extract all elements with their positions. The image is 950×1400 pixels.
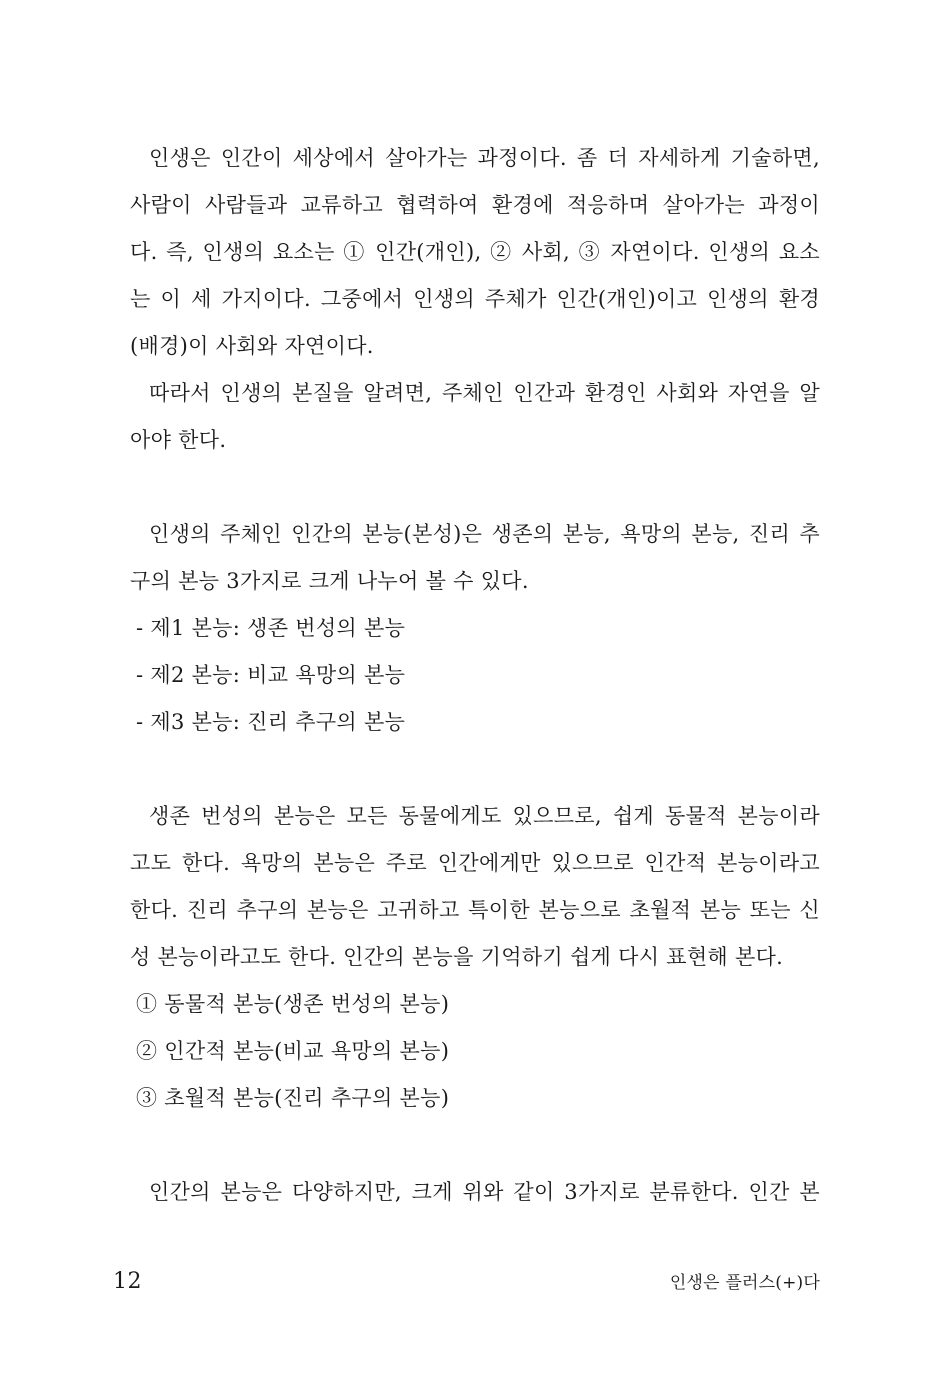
paragraph-line: 다. 즉, 인생의 요소는 ① 인간(개인), ② 사회, ③ 자연이다. 인생의 요소 xyxy=(130,240,820,264)
list-item: - 제2 본능: 비교 욕망의 본능 xyxy=(136,663,406,687)
list-item: ① 동물적 본능(생존 번성의 본능) xyxy=(136,992,450,1016)
page-number: 12 xyxy=(113,1269,142,1294)
paragraph-line: 성 본능이라고도 한다. 인간의 본능을 기억하기 쉽게 다시 표현해 본다. xyxy=(130,945,784,969)
paragraph-line: 인간의 본능은 다양하지만, 크게 위와 같이 3가지로 분류한다. 인간 본 xyxy=(149,1180,820,1204)
paragraph-line: 는 이 세 가지이다. 그중에서 인생의 주체가 인간(개인)이고 인생의 환경 xyxy=(130,287,820,311)
list-item: ② 인간적 본능(비교 욕망의 본능) xyxy=(136,1039,450,1063)
paragraph-spacer xyxy=(130,746,820,793)
paragraph-line: 생존 번성의 본능은 모든 동물에게도 있으므로, 쉽게 동물적 본능이라 xyxy=(149,804,820,828)
text-block xyxy=(130,135,820,1216)
list-item: - 제1 본능: 생존 번성의 본능 xyxy=(136,616,406,640)
paragraph-line: 구의 본능 3가지로 크게 나누어 볼 수 있다. xyxy=(130,569,529,593)
list-item: ③ 초월적 본능(진리 추구의 본능) xyxy=(136,1086,450,1110)
paragraph-line: 고도 한다. 욕망의 본능은 주로 인간에게만 있으므로 인간적 본능이라고 xyxy=(130,851,820,875)
paragraph-spacer xyxy=(130,464,820,511)
paragraph-line: 따라서 인생의 본질을 알려면, 주체인 인간과 환경인 사회와 자연을 알 xyxy=(149,381,820,405)
paragraph-line: 한다. 진리 추구의 본능은 고귀하고 특이한 본능으로 초월적 본능 또는 신 xyxy=(130,898,820,922)
paragraph-line: (배경)이 사회와 자연이다. xyxy=(130,334,374,358)
paragraph-line: 인생의 주체인 인간의 본능(본성)은 생존의 본능, 욕망의 본능, 진리 추 xyxy=(149,522,820,546)
page-footer xyxy=(113,1268,820,1294)
running-title: 인생은 플러스(+)다 xyxy=(669,1273,820,1293)
paragraph-line: 아야 한다. xyxy=(130,428,227,452)
list-item: - 제3 본능: 진리 추구의 본능 xyxy=(136,710,406,734)
paragraph-spacer xyxy=(130,1122,820,1169)
paragraph-line: 인생은 인간이 세상에서 살아가는 과정이다. 좀 더 자세하게 기술하면, xyxy=(149,146,820,170)
paragraph-line: 사람이 사람들과 교류하고 협력하여 환경에 적응하며 살아가는 과정이 xyxy=(130,193,820,217)
